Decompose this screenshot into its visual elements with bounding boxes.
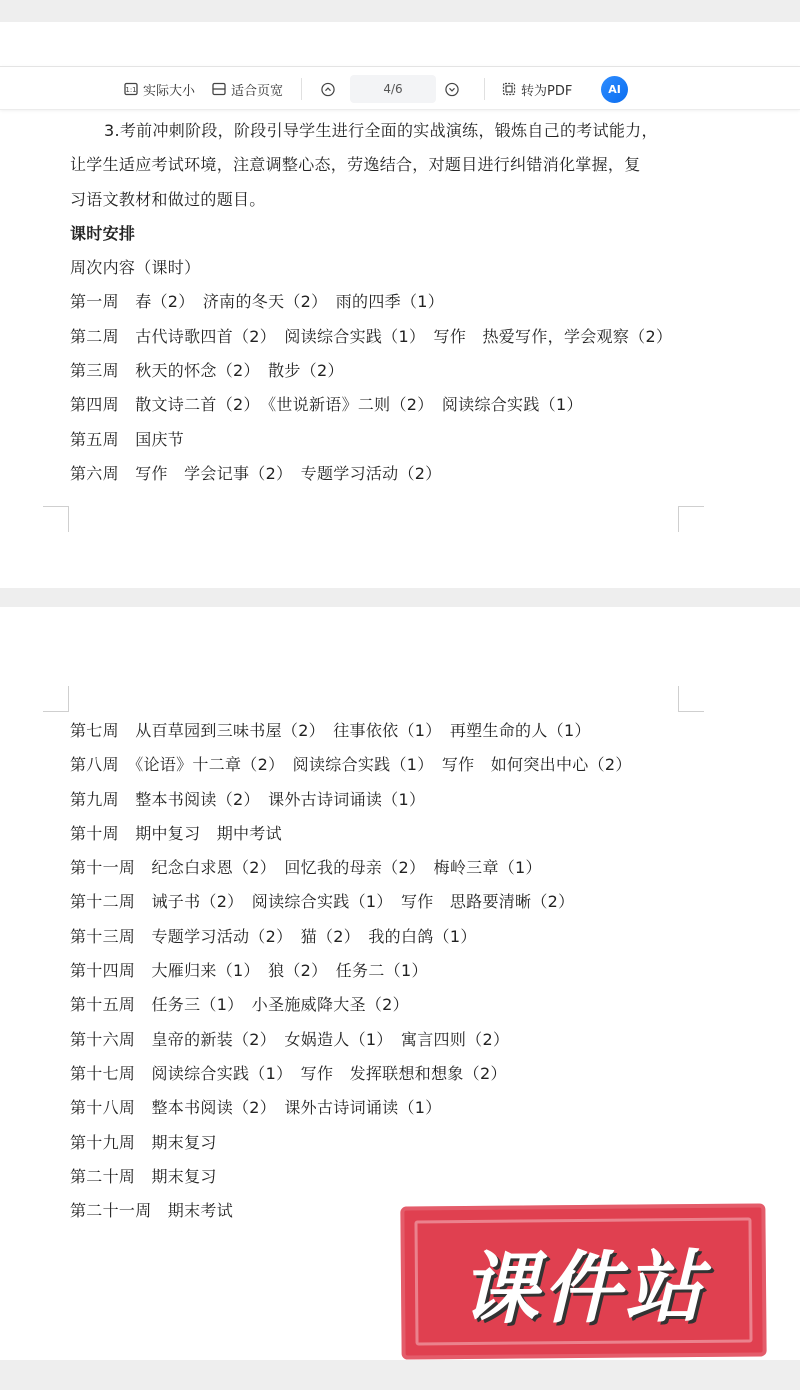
- convert-to-pdf-button[interactable]: [502, 67, 572, 111]
- ai-assistant-button[interactable]: [601, 76, 628, 103]
- chevron-up-icon: [321, 82, 335, 96]
- page-corner-mark: [43, 506, 69, 532]
- schedule-line: 第十七周 阅读综合实践（1） 写作 发挥联想和想象（2）: [70, 1063, 507, 1083]
- schedule-line: 第十六周 皇帝的新装（2） 女娲造人（1） 寓言四则（2）: [70, 1029, 510, 1049]
- watermark-stamp: [400, 1203, 766, 1359]
- section-heading: 课时安排: [70, 223, 136, 243]
- schedule-line: 第五周 国庆节: [70, 429, 185, 449]
- actual-size-button[interactable]: [124, 67, 195, 111]
- schedule-line: 第十四周 大雁归来（1） 狼（2） 任务二（1）: [70, 961, 428, 981]
- toolbar-divider: [301, 78, 302, 100]
- page-content: [70, 114, 672, 491]
- schedule-line: 第二周 古代诗歌四首（2） 阅读综合实践（1） 写作 热爱写作，学会观察（2）: [70, 326, 673, 346]
- page-corner-mark: [43, 686, 69, 712]
- toolbar-divider: [484, 78, 485, 100]
- previous-page-button[interactable]: [321, 67, 335, 111]
- actual-size-icon: [124, 82, 138, 96]
- page-number-input[interactable]: 4/6: [350, 75, 436, 103]
- schedule-line: 第三周 秋天的怀念（2） 散步（2）: [70, 361, 344, 381]
- paragraph-line: 让学生适应考试环境，注意调整心态，劳逸结合，对题目进行纠错消化掌握，复: [70, 155, 641, 175]
- table-header-line: 周次内容（课时）: [70, 258, 201, 278]
- schedule-line: 第十五周 任务三（1） 小圣施威降大圣（2）: [70, 995, 409, 1015]
- schedule-line: 第六周 写作 学会记事（2） 专题学习活动（2）: [70, 463, 442, 483]
- schedule-line: 第九周 整本书阅读（2） 课外古诗词诵读（1）: [70, 789, 426, 809]
- schedule-line: 第七周 从百草园到三味书屋（2） 往事依依（1） 再塑生命的人（1）: [70, 721, 591, 740]
- convert-to-pdf-label: 转为PDF: [521, 83, 573, 99]
- page-corner-mark: [678, 506, 704, 532]
- schedule-line: 第十一周 纪念白求恩（2） 回忆我的母亲（2） 梅岭三章（1）: [70, 858, 542, 878]
- ai-icon: AI: [608, 83, 621, 96]
- schedule-line: 第十八周 整本书阅读（2） 课外古诗词诵读（1）: [70, 1098, 442, 1118]
- fit-width-label: 适合页宽: [231, 83, 284, 99]
- schedule-line: 第八周 《论语》十二章（2） 阅读综合实践（1） 写作 如何突出中心（2）: [70, 755, 632, 775]
- schedule-line: 第十九周 期末复习: [70, 1132, 217, 1152]
- paragraph-line: 3.考前冲刺阶段，阶段引导学生进行全面的实战演练，锻炼自己的考试能力，: [104, 121, 658, 140]
- schedule-line: 第十周 期中复习 期中考试: [70, 823, 282, 843]
- schedule-line: 第十三周 专题学习活动（2） 猫（2） 我的白鸽（1）: [70, 926, 477, 946]
- next-page-button[interactable]: [445, 67, 459, 111]
- schedule-line: 第四周 散文诗二首（2） 《世说新语》二则（2） 阅读综合实践（1）: [70, 395, 583, 415]
- viewer-toolbar: [0, 66, 800, 110]
- page-content: [70, 714, 632, 1228]
- actual-size-label: 实际大小: [143, 83, 196, 99]
- chevron-down-icon: [445, 82, 459, 96]
- fit-width-icon: [212, 82, 226, 96]
- schedule-line: 第二十一周 期末考试: [70, 1201, 234, 1221]
- schedule-line: 第二十周 期末复习: [70, 1166, 217, 1186]
- pdf-icon: [502, 82, 516, 96]
- fit-width-button[interactable]: [212, 67, 283, 111]
- watermark-text: 课件站: [460, 1242, 707, 1335]
- svg-text:1:1: 1:1: [125, 86, 137, 94]
- paragraph-line: 习语文教材和做过的题目。: [70, 189, 266, 209]
- schedule-line: 第十二周 诫子书（2） 阅读综合实践（1） 写作 思路要清晰（2）: [70, 892, 575, 912]
- schedule-line: 第一周 春（2） 济南的冬天（2） 雨的四季（1）: [70, 292, 445, 312]
- page-corner-mark: [678, 686, 704, 712]
